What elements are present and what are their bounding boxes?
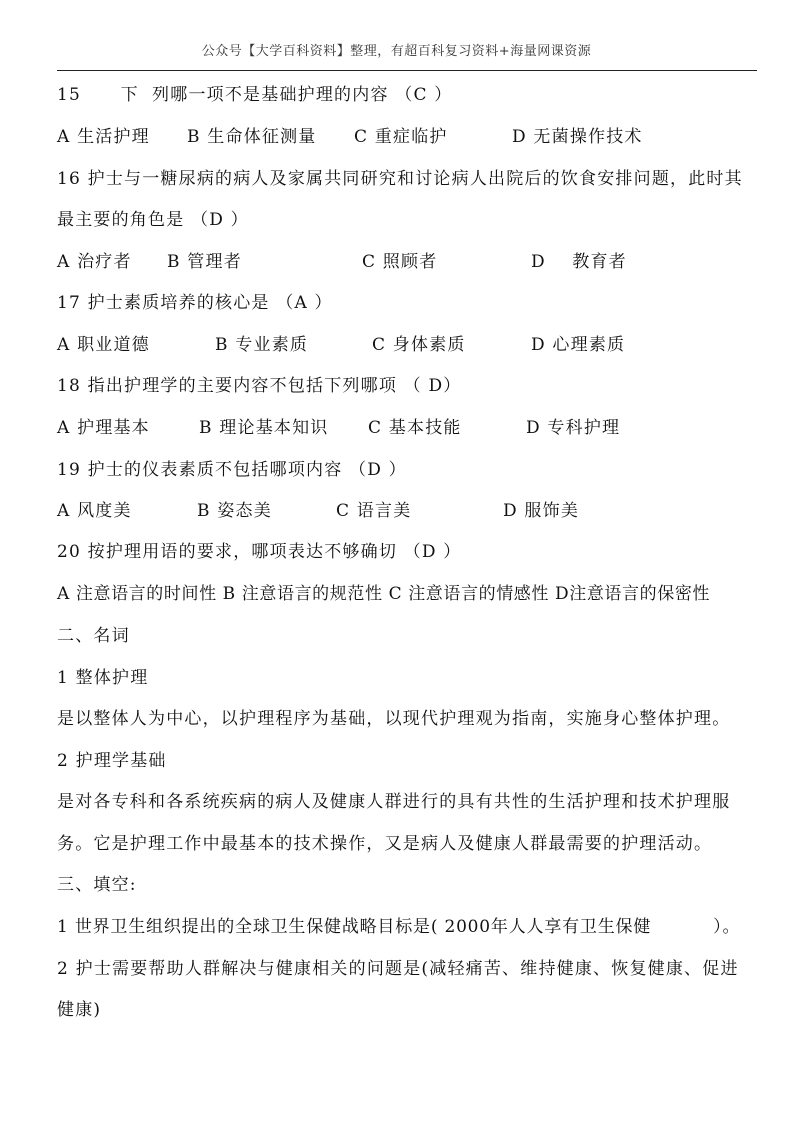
question-18-stem: 18 指出护理学的主要内容不包括下列哪项 （ D） <box>57 376 462 396</box>
question-16-options <box>57 251 777 273</box>
question-20-options: A 注意语言的时间性 B 注意语言的规范性 C 注意语言的情感性 D注意语言的保密性 <box>57 584 711 604</box>
question-16-stem-cont: 最主要的角色是 （D ） <box>57 210 249 230</box>
option-d: D 无菌操作技术 <box>512 127 643 147</box>
option-d: D 专科护理 <box>526 418 621 438</box>
page-header: 公众号【大学百科资料】整理，有超百科复习资料+海量网课资源 <box>201 44 592 59</box>
option-b: B 理论基本知识 <box>199 418 329 438</box>
option-b: B 专业素质 <box>215 335 309 355</box>
question-19-stem: 19 护士的仪表素质不包括哪项内容 （D ） <box>57 460 407 480</box>
option-d: D 教育者 <box>531 252 627 272</box>
term-1-definition: 是以整体人为中心，以护理程序为基础，以现代护理观为指南，实施身心整体护理。 <box>57 709 731 729</box>
section-2-title: 二、名词 <box>57 626 130 646</box>
term-2-title: 2 护理学基础 <box>57 751 167 771</box>
question-17-stem: 17 护士素质培养的核心是 （A ） <box>57 293 333 313</box>
term-2-definition-cont: 务。它是护理工作中最基本的技术操作，又是病人及健康人群最需要的护理活动。 <box>57 834 713 854</box>
header-rule <box>57 70 757 71</box>
question-15-options <box>57 126 777 148</box>
term-1-title: 1 整体护理 <box>57 668 149 688</box>
option-c: C 重症临护 <box>354 127 448 147</box>
section-3-title: 三、填空: <box>57 875 137 895</box>
question-18-options <box>57 417 777 439</box>
fill-2-cont: 健康) <box>57 1000 102 1020</box>
option-c: C 基本技能 <box>368 418 462 438</box>
term-2-definition: 是对各专科和各系统疾病的病人及健康人群进行的具有共性的生活护理和技术护理服 <box>57 792 731 812</box>
option-c: C 身体素质 <box>372 335 466 355</box>
option-a: A 生活护理 <box>57 127 150 147</box>
question-17-options <box>57 334 777 356</box>
option-d: D 服饰美 <box>503 501 580 521</box>
option-d: D 心理素质 <box>531 335 626 355</box>
option-b: B 管理者 <box>167 252 242 272</box>
fill-2: 2 护士需要帮助人群解决与健康相关的问题是(减轻痛苦、维持健康、恢复健康、促进 <box>57 959 739 979</box>
option-a: A 职业道德 <box>57 335 150 355</box>
option-a: A 风度美 <box>57 501 132 521</box>
option-c: C 语言美 <box>336 501 412 521</box>
question-15-stem: 15 下 列哪一项不是基础护理的内容 （C ） <box>57 85 453 105</box>
option-b: B 姿态美 <box>197 501 272 521</box>
question-16-stem: 16 护士与一糖尿病的病人及家属共同研究和讨论病人出院后的饮食安排问题，此时其 <box>57 169 743 189</box>
option-b: B 生命体征测量 <box>187 127 317 147</box>
option-c: C 照顾者 <box>362 252 438 272</box>
question-19-options <box>57 500 777 522</box>
option-a: A 护理基本 <box>57 418 150 438</box>
fill-1: 1 世界卫生组织提出的全球卫生保健战略目标是( 2000年人人享有卫生保健 ）。 <box>57 917 741 937</box>
question-20-stem: 20 按护理用语的要求，哪项表达不够确切 （D ） <box>57 542 462 562</box>
option-a: A 治疗者 <box>57 252 132 272</box>
